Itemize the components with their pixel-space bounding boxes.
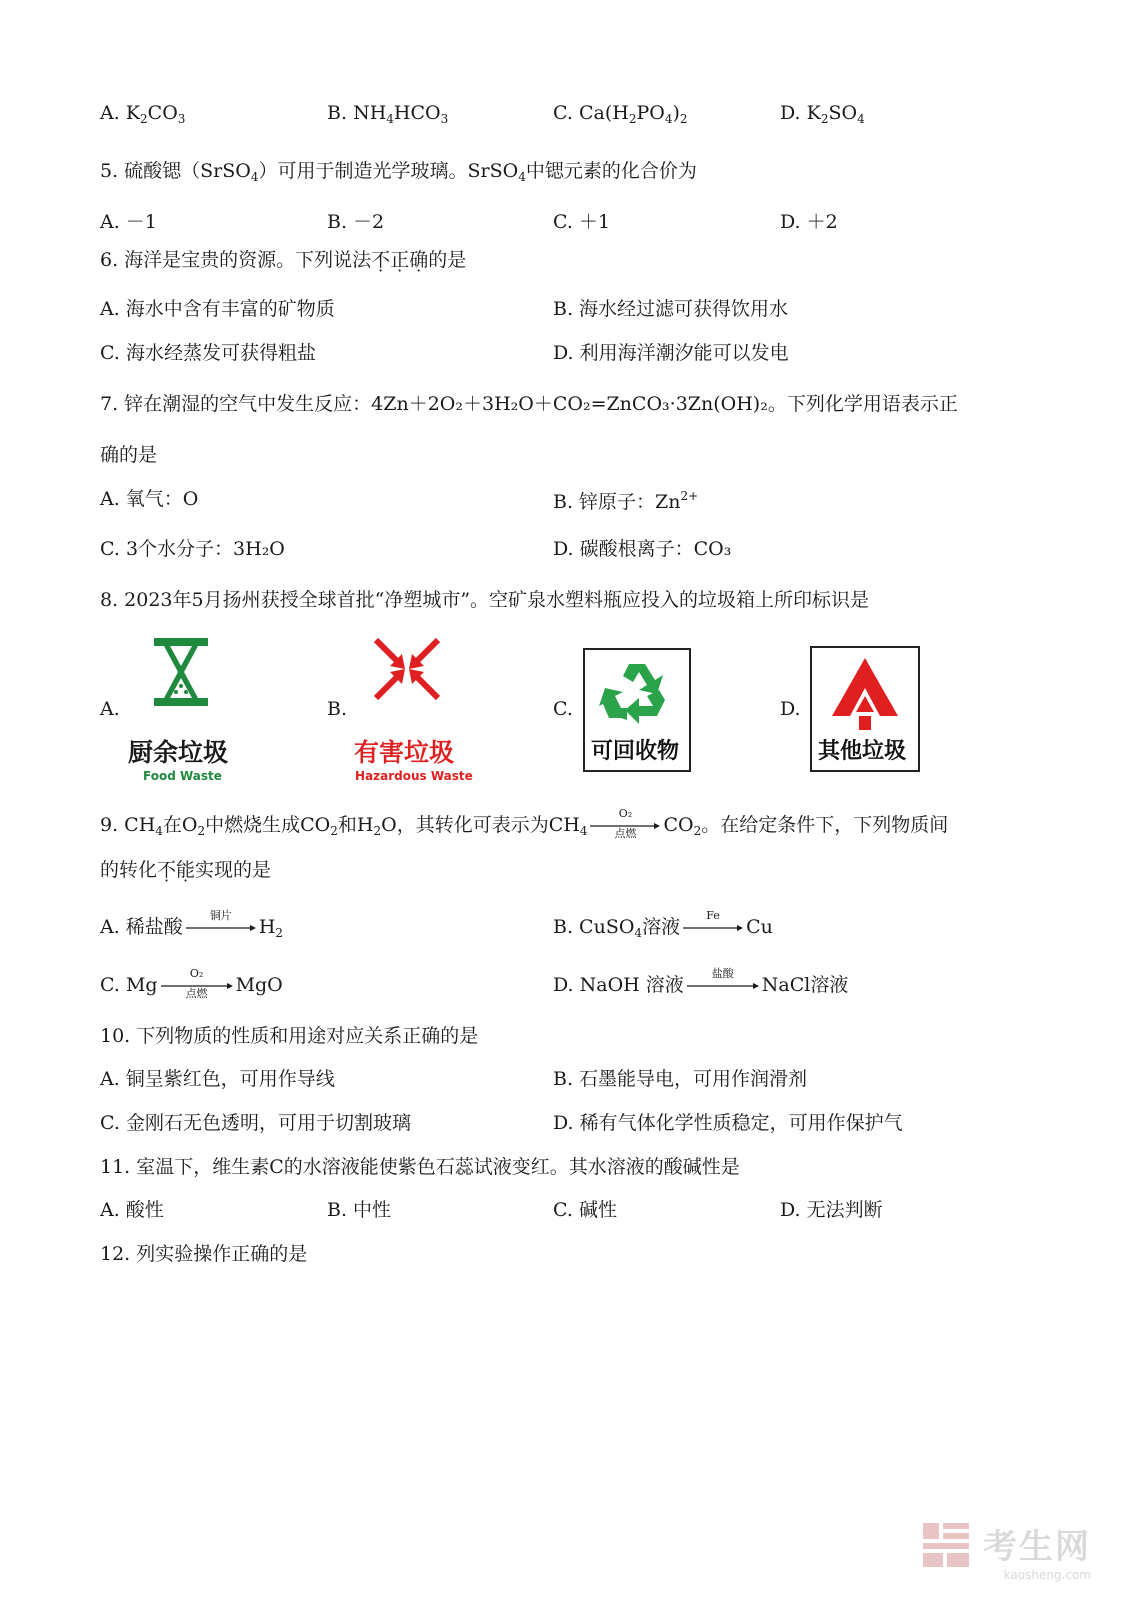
q6-stem: 6. 海洋是宝贵的资源。下列说法不正确的是 [100,249,467,271]
q5-option-a: A. －1 [100,211,157,233]
q7-stem: 7. 锌在潮湿的空气中发生反应：4Zn＋2O₂＋3H₂O＋CO₂=ZnCO₃·3Zn(OH)₂。下列化学用语表示正 [100,393,958,415]
q5-stem: 5. 硫酸锶（SrSO$_4$）可用于制造光学玻璃。SrSO$_4$中锶元素的化合价为 [100,160,697,184]
q10-option-a: A. 铜呈紫红色，可用作导线 [100,1068,335,1090]
q9-reaction-arrow: O₂ 点燃 [590,822,660,830]
recycle-icon [599,658,675,728]
q8-option-d-label: 其他垃圾 [818,739,907,764]
q8-option-c-letter: C. [553,698,573,720]
q4-option-a: A. $K_2CO_3$ [100,102,186,126]
q11-option-d: D. 无法判断 [780,1199,883,1221]
q10-option-d: D. 稀有气体化学性质稳定，可用作保护气 [553,1112,903,1134]
q7-option-d: D. 碳酸根离子：CO₃ [553,538,732,560]
other-waste-sign [810,646,920,772]
q8-option-a-sub: Food Waste [143,769,222,783]
food-waste-icon [148,634,214,710]
q7-stem-line2: 确的是 [100,444,158,466]
q7-option-b: B. 锌原子：$Zn^{2+}$ [553,489,699,513]
q5-option-c: C. ＋1 [553,211,611,233]
hazardous-waste-icon [372,636,442,702]
q12-stem: 12. 列实验操作正确的是 [100,1243,308,1265]
q8-option-b-sub: Hazardous Waste [355,769,473,783]
recyclable-sign [583,648,691,772]
q10-option-b: B. 石墨能导电，可用作润滑剂 [553,1068,808,1090]
q10-option-c: C. 金刚石无色透明，可用于切割玻璃 [100,1112,411,1134]
q5-option-d: D. ＋2 [780,211,838,233]
q8-option-d-letter: D. [780,698,801,720]
watermark-brand: 考生网 [983,1527,1091,1567]
q9-option-d-arrow: 盐酸 [687,982,759,990]
q11-option-c: C. 碱性 [553,1199,617,1221]
q11-option-b: B. 中性 [327,1199,392,1221]
q9-option-c-arrow: O₂ 点燃 [161,982,233,990]
q9-option-a-arrow: 铜片 [186,924,256,932]
watermark-logo-icon [921,1517,973,1569]
q8-option-b-label: 有害垃圾 [354,738,455,767]
q8-stem: 8. 2023年5月扬州获授全球首批“净塑城市”。空矿泉水塑料瓶应投入的垃圾箱上所印标识是 [100,589,870,611]
q4-option-d: D. $K_2SO_4$ [780,102,865,126]
q9-stem: 9. $CH_4$在$O_2$中燃烧生成$CO_2$和$H_2O$，其转化可表示为$CH_4$ O₂ 点燃 $CO_2$。在给定条件下，下列物质间 [100,807,949,840]
q9-option-c: C. Mg O₂ 点燃 MgO [100,967,283,1000]
q9-option-b-arrow: Fe [683,924,743,932]
q9-option-b: B. CuSO$_4$溶液 Fe Cu [553,909,773,940]
other-waste-icon [830,656,900,730]
q6-option-c: C. 海水经蒸发可获得粗盐 [100,342,316,364]
watermark-url: kaosheng.com [1003,1568,1091,1582]
q6-option-d: D. 利用海洋潮汐能可以发电 [553,342,789,364]
q10-stem: 10. 下列物质的性质和用途对应关系正确的是 [100,1025,479,1047]
q11-option-a: A. 酸性 [100,1199,164,1221]
q6-option-b: B. 海水经过滤可获得饮用水 [553,298,789,320]
q8-option-a-letter: A. [100,698,120,720]
q7-equation: 4Zn＋2O₂＋3H₂O＋CO₂=ZnCO₃·3Zn(OH)₂ [371,393,768,415]
q9-option-a: A. 稀盐酸 铜片 $H_2$ [100,909,284,940]
q9-stem-line2: 的转化不能实现的是 [100,859,272,881]
q5-option-b: B. －2 [327,211,385,233]
q4-option-b: B. $NH_4HCO_3$ [327,102,449,126]
q8-option-b-letter: B. [327,698,348,720]
q6-option-a: A. 海水中含有丰富的矿物质 [100,298,335,320]
q7-option-a: A. 氧气：O [100,488,199,510]
watermark [983,1519,1091,1582]
q9-option-d: D. NaOH 溶液 盐酸 NaCl溶液 [553,967,849,996]
q8-option-a-label: 厨余垃圾 [128,738,229,767]
q7-option-c: C. 3个水分子：3H₂O [100,538,285,560]
q8-option-c-label: 可回收物 [591,739,680,764]
q4-option-c: C. $Ca(H_2PO_4)_2$ [553,102,688,126]
q11-stem: 11. 室温下，维生素C的水溶液能使紫色石蕊试液变红。其水溶液的酸碱性是 [100,1156,740,1178]
